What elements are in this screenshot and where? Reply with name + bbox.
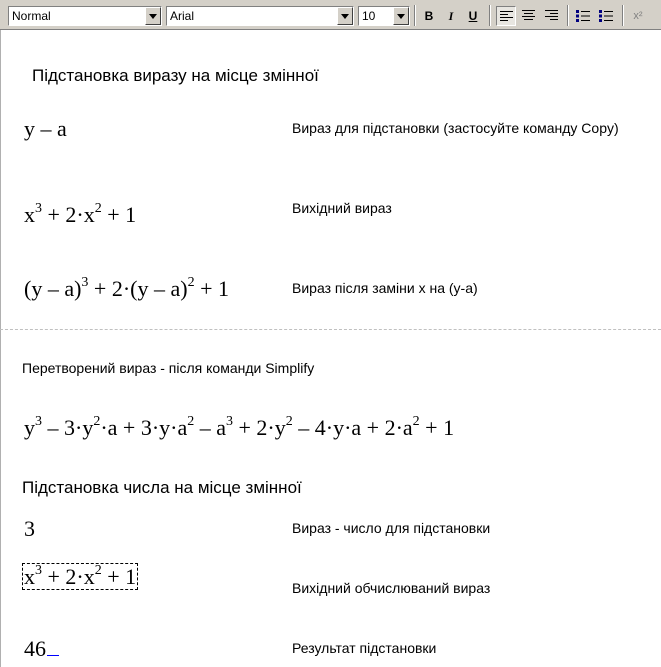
label-result: Результат підстановки	[292, 640, 437, 656]
style-select[interactable]	[8, 6, 162, 26]
label-replaced-expression: Вираз після заміни x на (y-a)	[292, 280, 478, 296]
page-break-line	[0, 329, 661, 330]
math-exponent: 2	[187, 414, 195, 429]
italic-button[interactable]: I	[448, 9, 454, 23]
toolbar-separator	[414, 5, 416, 26]
math-exponent: 2	[93, 414, 101, 429]
font-select-value: Arial	[170, 9, 195, 23]
math-result[interactable]	[24, 636, 59, 662]
math-simplified-expression[interactable]	[24, 415, 454, 441]
math-text: y	[24, 415, 35, 440]
worksheet	[0, 30, 661, 667]
math-replaced-expression[interactable]	[24, 276, 229, 302]
math-text: + 1	[101, 564, 137, 589]
bold-button[interactable]: B	[424, 9, 434, 23]
math-exponent: 2	[412, 414, 420, 429]
math-text: x	[24, 564, 35, 589]
math-text: + 2·x	[42, 202, 95, 227]
section-heading-expression: Підстановка виразу на місце змінної	[32, 66, 319, 85]
math-exponent: 3	[35, 201, 42, 216]
math-exponent: 2	[187, 275, 195, 290]
font-select[interactable]	[166, 6, 354, 26]
math-number-substitution[interactable]	[24, 516, 35, 542]
math-exponent: 3	[226, 414, 234, 429]
math-text: y – a	[24, 116, 67, 141]
math-exponent: 3	[35, 563, 42, 578]
edit-cursor	[47, 655, 59, 656]
math-exponent: 3	[35, 414, 42, 429]
align-right-icon	[545, 10, 558, 21]
math-text: + 1	[419, 415, 455, 440]
align-left-button[interactable]	[496, 6, 516, 26]
math-evaluated-expression[interactable]	[22, 564, 138, 590]
math-text: + 2·y	[233, 415, 286, 440]
math-text: x	[24, 202, 35, 227]
section-heading-number: Підстановка числа на місце змінної	[22, 478, 302, 497]
toolbar-separator	[622, 5, 624, 26]
underline-button[interactable]: U	[468, 9, 478, 23]
label-original-expression: Вихідний вираз	[292, 200, 392, 216]
label-simplified-caption: Перетворений вираз - після команди Simplify	[22, 360, 315, 376]
align-left-icon	[500, 11, 513, 22]
bullet-list-icon	[576, 10, 590, 22]
math-original-expression[interactable]	[24, 202, 136, 228]
bullet-list-button[interactable]	[573, 6, 593, 26]
chevron-down-icon[interactable]	[337, 7, 353, 25]
align-center-icon	[522, 10, 535, 21]
math-text: – 3·y	[42, 415, 94, 440]
style-select-value: Normal	[12, 9, 51, 23]
math-exponent: 2	[94, 201, 102, 216]
math-text: 3	[24, 516, 35, 541]
math-text: + 1	[194, 276, 229, 301]
math-text: + 1	[101, 202, 137, 227]
math-exponent: 3	[81, 275, 89, 290]
math-substitution-expression[interactable]	[24, 116, 67, 142]
label-substitution-expression: Вираз для підстановки (застосуйте команду Copy)	[292, 120, 619, 136]
numbered-list-button[interactable]	[596, 6, 616, 26]
chevron-down-icon[interactable]	[145, 7, 161, 25]
math-exponent: 2	[285, 414, 293, 429]
label-evaluated-expression: Вихідний обчислюваний вираз	[292, 580, 491, 596]
math-text: – a	[194, 415, 227, 440]
superscript-button[interactable]: x²	[633, 10, 643, 22]
math-text: + 2·(y – a)	[88, 276, 188, 301]
math-text: (y – a)	[24, 276, 82, 301]
selected-region[interactable]	[22, 563, 138, 590]
toolbar-separator	[489, 5, 491, 26]
numbered-list-icon	[599, 10, 613, 22]
formatting-toolbar	[0, 0, 661, 30]
math-text: 46	[24, 636, 46, 661]
font-size-select[interactable]	[358, 6, 410, 26]
math-text: ·a + 3·y·a	[100, 415, 188, 440]
align-center-button[interactable]	[519, 6, 539, 26]
math-text: – 4·y·a + 2·a	[292, 415, 413, 440]
font-size-value: 10	[362, 9, 376, 23]
toolbar-separator	[567, 5, 569, 26]
math-text: + 2·x	[42, 564, 95, 589]
label-number-substitution: Вираз - число для підстановки	[292, 520, 491, 536]
align-right-button[interactable]	[542, 6, 562, 26]
chevron-down-icon[interactable]	[393, 7, 409, 25]
math-exponent: 2	[94, 563, 102, 578]
